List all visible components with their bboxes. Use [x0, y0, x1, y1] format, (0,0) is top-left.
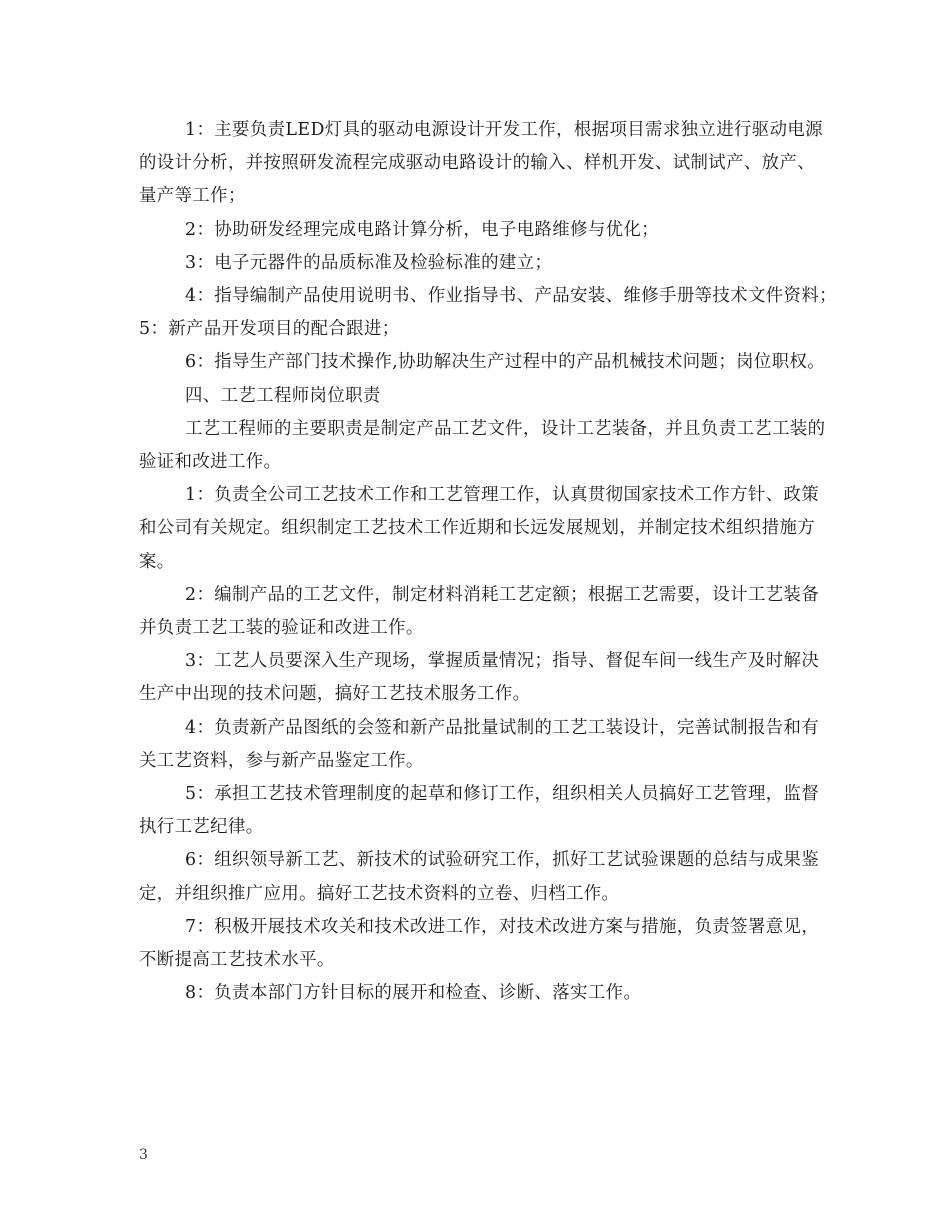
paragraph: 2：编制产品的工艺文件，制定材料消耗工艺定额；根据工艺需要，设计工艺装备并负责工艺工装的验证和改进工作。 — [139, 584, 820, 639]
paragraph: 6：指导生产部门技术操作,协助解决生产过程中的产品机械技术问题；岗位职权。 — [185, 352, 826, 373]
paragraph: 2：协助研发经理完成电路计算分析，电子电路维修与优化； — [185, 219, 660, 240]
section-heading: 四、工艺工程师岗位职责 — [185, 385, 381, 406]
paragraph: 7：积极开展技术攻关和技术改进工作，对技术改进方案与措施，负责签署意见，不断提高工艺技术水平。 — [139, 916, 820, 971]
page-number: 3 — [139, 1147, 148, 1163]
paragraph: 4：指导编制产品使用说明书、作业指导书、产品安装、维修手册等技术文件资料； 5：新产品开发项目的配合跟进； — [139, 286, 847, 340]
paragraph: 工艺工程师的主要职责是制定产品工艺文件，设计工艺装备，并且负责工艺工装的验证和改进工作。 — [139, 418, 826, 473]
paragraph: 3：工艺人员要深入生产现场，掌握质量情况；指导、督促车间一线生产及时解决生产中出现的技术问题，搞好工艺技术服务工作。 — [139, 651, 820, 705]
paragraph: 4：负责新产品图纸的会签和新产品批量试制的工艺工装设计，完善试制报告和有关工艺资料，参与新产品鉴定工作。 — [139, 717, 820, 771]
paragraph: 1：负责全公司工艺技术工作和工艺管理工作，认真贯彻国家技术工作方针、政策和公司有关规定。组织制定工艺技术工作近期和长远发展规划，并制定技术组织措施方案。 — [139, 485, 820, 572]
paragraph: 6：组织领导新工艺、新技术的试验研究工作，抓好工艺试验课题的总结与成果鉴定，并组织推广应用。搞好工艺技术资料的立卷、归档工作。 — [139, 850, 820, 904]
paragraph: 1：主要负责LED灯具的驱动电源设计开发工作，根据项目需求独立进行驱动电源的设计分析，并按照研发流程完成驱动电路设计的输入、样机开发、试制试产、放产、量产等工作； — [139, 120, 823, 207]
document-body — [139, 114, 847, 1010]
paragraph: 3：电子元器件的品质标准及检验标准的建立； — [185, 252, 553, 273]
paragraph: 8：负责本部门方针目标的展开和检查、诊断、落实工作。 — [185, 983, 642, 1004]
paragraph: 5：承担工艺技术管理制度的起草和修订工作，组织相关人员搞好工艺管理，监督执行工艺纪律。 — [139, 784, 820, 838]
